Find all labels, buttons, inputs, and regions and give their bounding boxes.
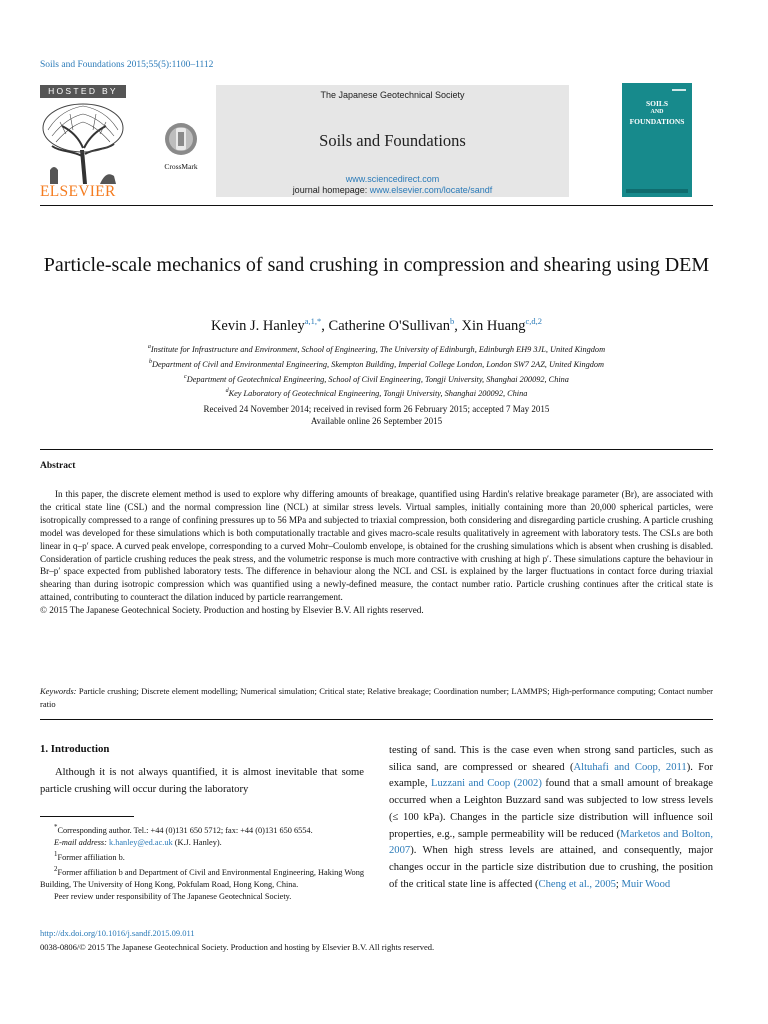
hosted-by-label: HOSTED BY xyxy=(40,85,126,98)
author-name: Xin Huang xyxy=(461,317,526,334)
footnote-corresponding-text: Corresponding author. Tel.: +44 (0)131 650 5712; fax: +44 (0)131 650 6554. xyxy=(57,826,313,836)
intro-text: ; xyxy=(615,878,622,890)
intro-text: testing of sand. This is the case even when strong sand particles, such as silica sand, are compressed or sheared ( xyxy=(389,745,713,773)
intro-paragraph-right xyxy=(389,743,713,893)
intro-text: ). When high stress levels are attained, and consequently, major changes occur in the particle size distribution due to crushing, the position of the critical state line is affected ( xyxy=(389,845,713,890)
affiliation-text: Department of Civil and Environmental Engineering, Skempton Building, Imperial College London, London SW7 2AZ, United Kingdom xyxy=(151,359,605,369)
crossmark-badge[interactable] xyxy=(158,122,204,171)
affiliation-marker: c xyxy=(184,373,187,380)
header-divider xyxy=(40,205,713,206)
affiliation-text: Institute for Infrastructure and Environment, School of Engineering, The University of Edinburgh, Edinburgh EH9 3JL, United Kingdom xyxy=(150,344,606,354)
email-label: E-mail address: xyxy=(54,838,109,848)
reference-link[interactable]: Cheng et al., 2005 xyxy=(538,878,616,890)
cover-title-line3: FOUNDATIONS xyxy=(629,117,685,126)
abstract-top-divider xyxy=(40,449,713,450)
journal-banner xyxy=(216,85,569,197)
keywords-text: Particle crushing; Discrete element modelling; Numerical simulation; Critical state; Relative breakage; Coordination number; LAMMPS; High-performance computing; Contact number ratio xyxy=(40,686,713,709)
issn-copyright: 0038-0806/© 2015 The Japanese Geotechnical Society. Production and hosting by Elsevier B.V. All rights reserved. xyxy=(40,942,435,952)
crossmark-label: CrossMark xyxy=(164,162,198,171)
affiliation xyxy=(40,341,713,356)
journal-cover-thumbnail xyxy=(622,83,692,197)
affiliation-list xyxy=(40,341,713,400)
affiliation-marker: d xyxy=(225,388,229,395)
elsevier-wordmark: ELSEVIER xyxy=(40,183,116,200)
intro-text: ). For example, xyxy=(389,761,713,790)
cover-footer-bar xyxy=(626,189,688,193)
author-affil-link[interactable]: c,d,2 xyxy=(525,316,543,326)
affiliation-text: Department of Geotechnical Engineering, School of Civil Engineering, Tongji University, Shanghai 200092, China xyxy=(186,374,569,384)
affiliation xyxy=(40,356,713,371)
author-name: Kevin J. Hanley xyxy=(210,317,305,334)
affiliation xyxy=(40,385,713,400)
society-name: The Japanese Geotechnical Society xyxy=(320,90,465,100)
author-affil-link[interactable]: a,1,* xyxy=(304,316,322,326)
intro-text: found that a small amount of breakage occurred when a Leighton Buzzard sand was subjected to low stress levels (≤ 100 kPa). Changes in the particle size distribution will influence soil properties, e.g., sample permeability will be reduced ( xyxy=(389,778,713,840)
keywords xyxy=(40,685,713,711)
reference-link[interactable]: Luzzani and Coop (2002) xyxy=(430,778,542,790)
journal-name: Soils and Foundations xyxy=(319,131,466,150)
footnote-2: $^2$Former affiliation b and Department of Civil and Environmental Engineering, Haking Wong Building, The University of Hong Kong, Pokfulam Road, Hong Kong, China. xyxy=(40,865,364,889)
crossmark-icon xyxy=(158,122,204,156)
footnote-email xyxy=(40,837,364,849)
footnote-1: $^1$Former affiliation b. xyxy=(54,851,125,862)
cover-mark xyxy=(672,89,686,91)
keywords-bottom-divider xyxy=(40,719,713,720)
footnote-divider xyxy=(40,816,134,817)
affiliation-text: Key Laboratory of Geotechnical Engineering, Tongji University, Shanghai 200092, China xyxy=(228,389,528,399)
doi-link[interactable]: http://dx.doi.org/10.1016/j.sandf.2015.09.011 xyxy=(40,928,195,938)
cover-title-line1: SOILS xyxy=(645,99,669,108)
elsevier-tree-logo xyxy=(40,100,126,184)
left-column xyxy=(40,743,364,903)
cover-title-line2: AND xyxy=(650,109,664,115)
reference-link[interactable]: Muir Wood xyxy=(621,878,671,890)
footnote-1-text: Former affiliation b. xyxy=(57,852,125,862)
homepage-label: journal homepage: xyxy=(292,185,370,195)
homepage-link[interactable]: www.elsevier.com/locate/sandf xyxy=(369,185,493,195)
available-online-date: Available online 26 September 2015 xyxy=(310,416,443,426)
keywords-label: Keywords: xyxy=(40,686,77,696)
abstract-heading: Abstract xyxy=(40,461,76,471)
footnotes xyxy=(40,822,364,902)
journal-homepage xyxy=(216,185,569,195)
email-link[interactable]: k.hanley@ed.ac.uk xyxy=(109,838,173,848)
affiliation xyxy=(40,371,713,386)
sciencedirect-link[interactable]: www.sciencedirect.com xyxy=(345,174,440,184)
journal-citation[interactable]: Soils and Foundations 2015;55(5):1100–1112 xyxy=(40,60,214,70)
footnote-peer-review: Peer review under responsibility of The Japanese Geotechnical Society. xyxy=(54,891,292,901)
reference-link[interactable]: Altuhafi and Coop, 2011 xyxy=(573,761,687,773)
reference-link[interactable]: Marketos and Bolton, 2007 xyxy=(389,828,713,857)
article-title: Particle-scale mechanics of sand crushing in compression and shearing using DEM xyxy=(43,254,710,276)
affiliation-marker: b xyxy=(148,358,152,365)
article-history xyxy=(40,403,713,427)
affiliation-marker: a xyxy=(147,344,151,350)
author-affil-link[interactable]: b xyxy=(449,316,455,326)
author-name: Catherine O'Sullivan xyxy=(328,317,450,334)
email-suffix: (K.J. Hanley). xyxy=(172,838,222,848)
section-heading-introduction: 1. Introduction xyxy=(40,743,110,755)
footnote-2-text: Former affiliation b and Department of Civil and Environmental Engineering, Haking Wong Building, The University of Hong Kong, Pokfulam Road, Hong Kong, China. xyxy=(40,867,364,889)
author-list: Kevin J. Hanley$^{a,1,*}$, Catherine O'Sullivan$^b$, Xin Huang$^{c,d,2}$ xyxy=(210,316,543,334)
cover-title xyxy=(622,99,692,126)
received-dates: Received 24 November 2014; received in revised form 26 February 2015; accepted 7 May 2015 xyxy=(203,404,550,414)
abstract-body xyxy=(40,488,713,617)
footnote-corresponding: *Corresponding author. Tel.: +44 (0)131 650 5712; fax: +44 (0)131 650 6554. xyxy=(54,824,313,836)
abstract-text: In this paper, the discrete element method is used to explore why differing amounts of breakage, quantified using Hardin's relative breakage parameter (Br), are associated with the critical state line (CSL) and the normal compression line (NCL) at similar stress levels. Virtual samples, initially containing more than 20,000 spherical particles, were isotropically compressed to a range of confining pressures up to 56 MPa and subjected to triaxial compression, both considering and disregarding particle crushing. A particle crushing model was developed for these simulations which is both computationally tractable and gives macro-scale results qualitatively in agreement with laboratory tests. The CSLs are both linear in q–p′ space. A curved peak envelope, corresponding to a curved Mohr–Coulomb envelope, is obtained for the crushing simulations which is absent when crushing is disabled. Consideration of particle crushing reduces the peak stress, and the volumetric response is much more contractive with crushing at high p′. These simulations capture the behaviour in Br–p′ space expected from published laboratory tests. The difference in behaviour along the NCL and CSL is explained by the larger fluctuations in contact force during triaxial shearing than during isotropic compression which was quantified using a newly-defined measure, the contact number ratio. Particle crushing continues after the critical state is attained, contributing to counteract the dilation induced by particle rearrangement. xyxy=(40,489,713,603)
intro-paragraph-left: Although it is not always quantified, it is almost inevitable that some particle crushing will occur during the laboratory xyxy=(40,767,364,795)
abstract-copyright: © 2015 The Japanese Geotechnical Society. Production and hosting by Elsevier B.V. All rights reserved. xyxy=(40,605,424,616)
